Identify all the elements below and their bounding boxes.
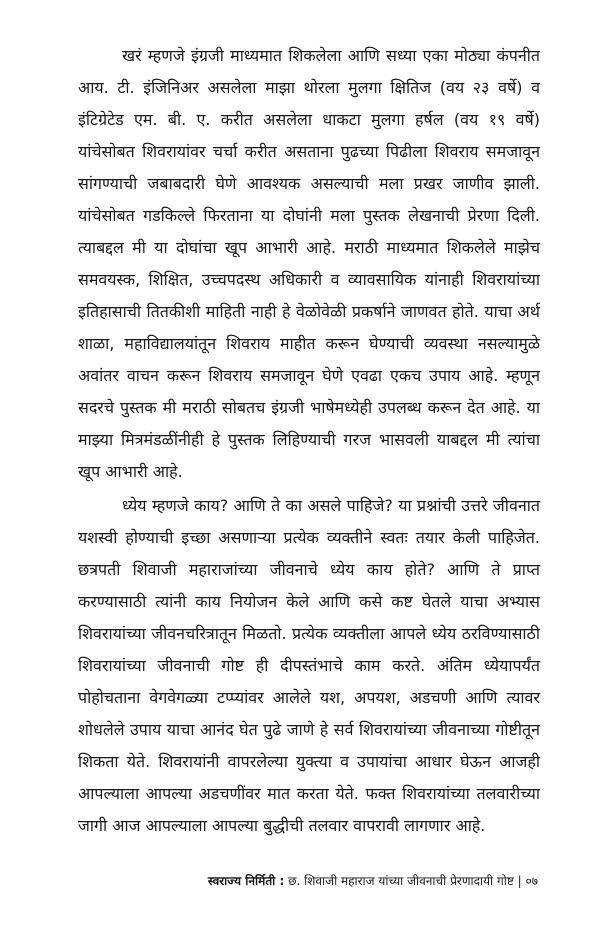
paragraph-1: खरं म्हणजे इंग्रजी माध्यमात शिकलेला आणि सध्या एका मोठ्या कंपनीत आय. टी. इंजिनिअर असलेला माझा थोरला मुलगा क्षितिज (वय २३ वर्षे) व इंटिग्रेटेड एम. बी. ए. करीत असलेला धाकटा मुलगा हर्षल (वय १९ वर्षे) यांचेसोबत शिवरायांवर चर्चा करीत असताना पुढच्या पिढीला शिवराय समजावून सांगण्याची जबाबदारी घेणे आवश्यक असल्याची मला प्रखर जाणीव झाली. यांचेसोबत गडकिल्ले फिरताना या दोघांनी मला पुस्तक लेखनाची प्रेरणा दिली. त्याबद्दल मी या दोघांचा खूप आभारी आहे. मराठी माध्यमात शिकलेले माझेच समवयस्क, शिक्षित, उच्चपदस्थ अधिकारी व व्यावसायिक यांनाही शिवरायांच्या इतिहासाची तितकीशी माहिती नाही हे वेळोवेळी प्रकर्षाने जाणवत होते. याचा अर्थ शाळा, महाविद्यालयांतून शिवराय माहीत करून घेण्याची व्यवस्था नसल्यामुळे अवांतर वाचन करून शिवराय समजावून घेणे एवढा एकच उपाय आहे. म्हणून सदरचे पुस्तक मी मराठी सोबतच इंग्रजी भाषेमध्येही उपलब्ध करून देत आहे. या माझ्या मित्रमंडळींनीही हे पुस्तक लिहिण्याची गरज भासवली याबद्दल मी त्यांचा खूप आभारी आहे. — [78, 46, 540, 481]
page-body — [78, 40, 540, 842]
page-number: ०७ — [525, 874, 538, 888]
footer-separator: | — [513, 874, 526, 888]
paragraph-2: ध्येय म्हणजे काय? आणि ते का असले पाहिजे? या प्रश्नांची उत्तरे जीवनात यशस्वी होण्याची इच्छा असणाऱ्या प्रत्येक व्यक्तीने स्वतः तयार केली पाहिजेत. छत्रपती शिवाजी महाराजांच्या जीवनाचे ध्येय काय होते? आणि ते प्राप्त करण्यासाठी त्यांनी काय नियोजन केले आणि कसे कष्ट घेतले याचा अभ्यास शिवरायांच्या जीवनचरित्रातून मिळतो. प्रत्येक व्यक्तीला आपले ध्येय ठरविण्यासाठी शिवरायांच्या जीवनाची गोष्ट ही दीपस्तंभाचे काम करते. अंतिम ध्येयापर्यंत पोहोचताना वेगवेगळ्या टप्प्यांवर आलेले यश, अपयश, अडचणी आणि त्यावर शोधलेले उपाय याचा आनंद घेत पुढे जाणे हे सर्व शिवरायांच्या जीवनाच्या गोष्टीतून शिकता येते. शिवरायांनी वापरलेल्या युक्त्या व उपायांचा आधार घेऊन आजही आपल्याला आपल्या अडचणींवर मात करता येते. फक्त शिवरायांच्या तलवारीच्या जागी आज आपल्याला आपल्या बुद्धीची तलवार वापरावी लागणार आहे. — [78, 496, 540, 835]
page-footer — [150, 872, 538, 890]
footer-book-title: स्वराज्य निर्मिती : — [207, 874, 285, 888]
footer-subtitle: छ. शिवाजी महाराज यांच्या जीवनाची प्रेरणादायी गोष्ट — [284, 874, 514, 888]
